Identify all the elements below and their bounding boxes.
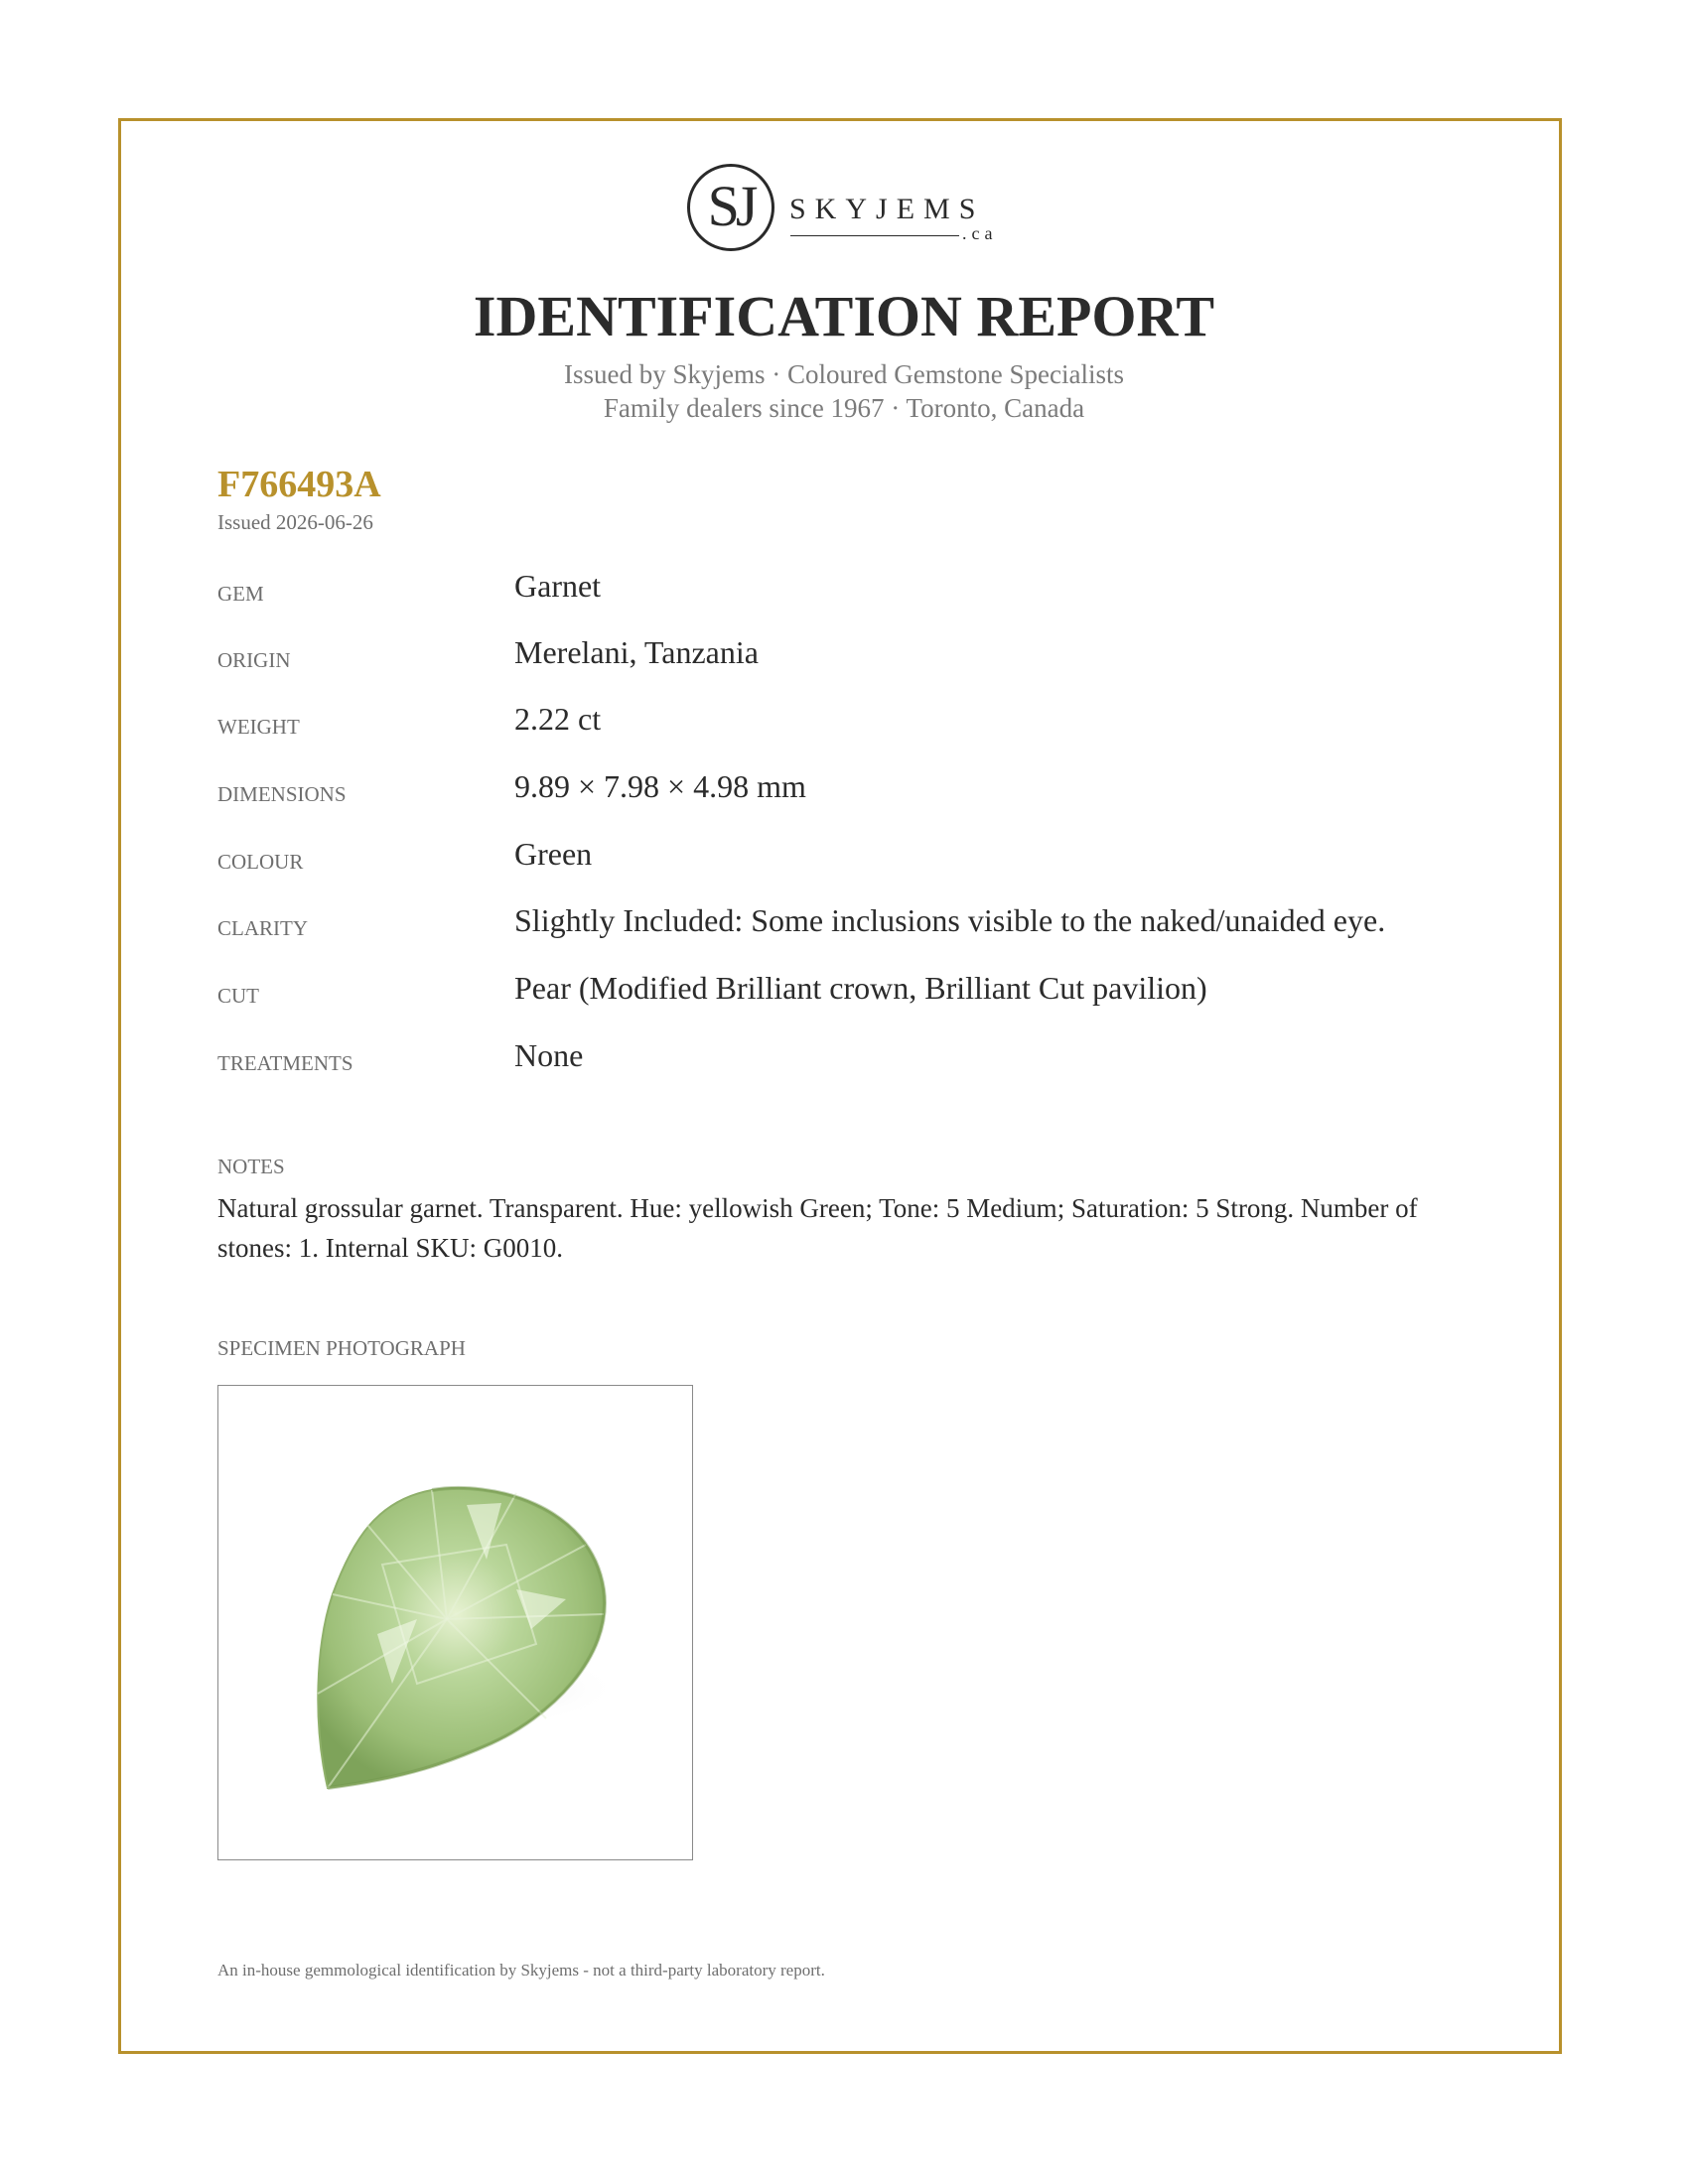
specimen-photograph <box>217 1385 693 1860</box>
footer-disclaimer: An in-house gemmological identification by Skyjems - not a third-party laboratory report. <box>217 1961 825 1979</box>
field-value-origin: Merelani, Tanzania <box>514 634 759 670</box>
logo-tld: .ca <box>962 223 998 243</box>
photo-label: SPECIMEN PHOTOGRAPH <box>217 1336 466 1360</box>
field-value-treatments: None <box>514 1037 584 1073</box>
page-title: IDENTIFICATION REPORT <box>473 284 1215 348</box>
field-value-cut: Pear (Modified Brilliant crown, Brilliant Cut pavilion) <box>514 970 1207 1006</box>
skyjems-logo <box>687 164 1005 263</box>
field-label-treatments: TREATMENTS <box>217 1051 353 1075</box>
issue-date: Issued 2026-06-26 <box>217 510 373 534</box>
field-value-weight: 2.22 ct <box>514 701 602 737</box>
logo-wordmark: SKYJEMS <box>789 193 985 225</box>
field-label-colour: COLOUR <box>217 850 304 874</box>
field-value-clarity: Slightly Included: Some inclusions visible to the naked/unaided eye. <box>514 902 1386 938</box>
field-value-dimensions: 9.89 × 7.98 × 4.98 mm <box>514 768 806 804</box>
notes-label: NOTES <box>217 1155 285 1178</box>
gem-body <box>318 1488 605 1788</box>
field-label-weight: WEIGHT <box>217 715 300 739</box>
field-label-clarity: CLARITY <box>217 916 308 940</box>
dealer-line: Family dealers since 1967 · Toronto, Canada <box>603 393 1085 423</box>
report-number: F766493A <box>217 464 381 505</box>
logo-monogram: SJ <box>687 164 774 251</box>
field-label-dimensions: DIMENSIONS <box>217 782 347 806</box>
field-label-origin: ORIGIN <box>217 648 291 672</box>
field-label-cut: CUT <box>217 984 259 1008</box>
field-label-gem: GEM <box>217 582 264 606</box>
issuer-line: Issued by Skyjems · Coloured Gemstone Specialists <box>564 359 1124 389</box>
notes-text: Natural grossular garnet. Transparent. Hue: yellowish Green; Tone: 5 Medium; Saturation: 5 Strong. Number of stones: 1. Internal SKU: G0010. <box>217 1193 1418 1263</box>
field-value-colour: Green <box>514 836 593 872</box>
logo-rule <box>790 235 959 236</box>
pear-gem-image <box>218 1386 693 1860</box>
field-value-gem: Garnet <box>514 568 602 604</box>
